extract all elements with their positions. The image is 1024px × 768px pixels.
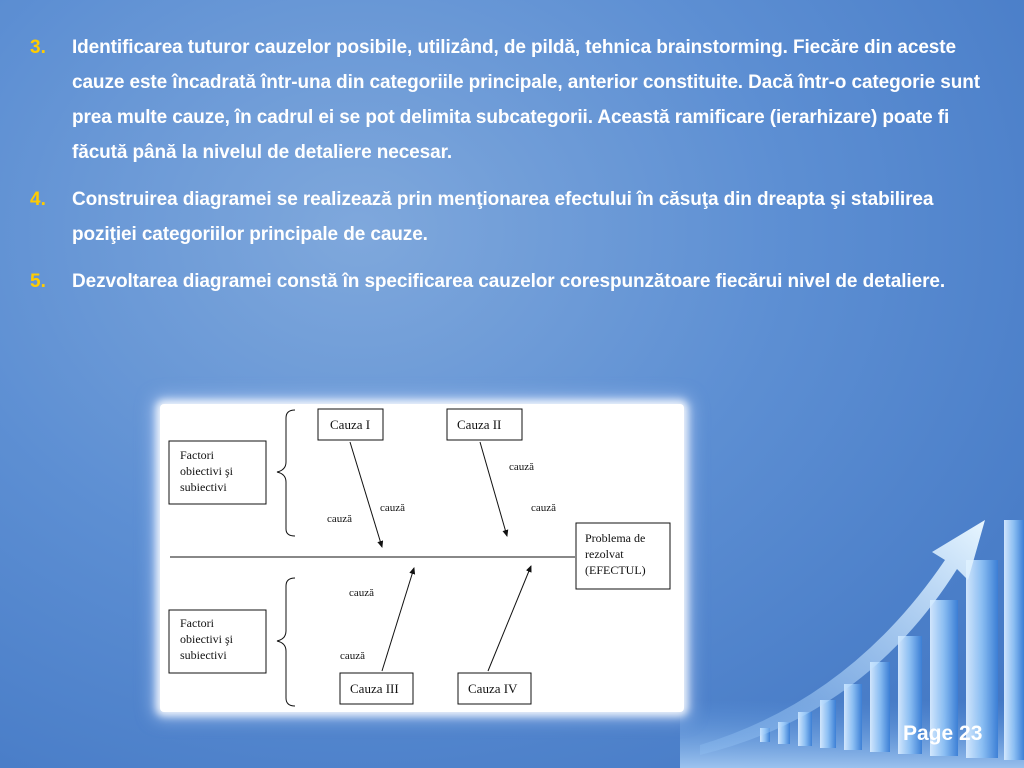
step-number: 3. (30, 37, 46, 58)
step-item-5 (30, 264, 1000, 299)
step-item-3 (30, 30, 1000, 170)
sub-cause-label-4: cauză (531, 502, 557, 514)
steps-list (30, 30, 1000, 311)
arrow-cause-3 (382, 568, 414, 671)
factors-bottom-line-2: obiectivi şi (180, 632, 233, 646)
brace-bottom (277, 578, 295, 706)
factors-bottom-line-1: Factori (180, 616, 214, 630)
arrow-cause-2 (480, 442, 507, 536)
sub-cause-label-5: cauză (349, 587, 375, 599)
arrow-cause-4 (488, 566, 531, 671)
step-item-4 (30, 182, 1000, 252)
cause-2-label: Cauza II (457, 417, 502, 432)
effect-line-2: rezolvat (585, 547, 624, 561)
factors-top-line-2: obiectivi şi (180, 464, 233, 478)
effect-line-1: Problema de (585, 531, 646, 545)
page-number: Page 23 (903, 722, 983, 745)
cause-3-label: Cauza III (350, 681, 399, 696)
factors-top-line-1: Factori (180, 448, 214, 462)
fishbone-diagram-card (160, 404, 684, 712)
step-number: 5. (30, 271, 46, 292)
cause-4-label: Cauza IV (468, 681, 518, 696)
sub-cause-label-6: cauză (340, 650, 366, 662)
cause-1-label: Cauza I (330, 417, 371, 432)
arrow-cause-1 (350, 442, 382, 547)
step-text: Dezvoltarea diagramei constă în specificarea cauzelor corespunzătoare fiecărui nivel de detaliere. (72, 271, 946, 292)
factors-top-line-3: subiectivi (180, 480, 227, 494)
effect-line-3: (EFECTUL) (585, 563, 646, 577)
step-number: 4. (30, 189, 46, 210)
sub-cause-label-2: cauză (327, 513, 353, 525)
factors-bottom-line-3: subiectivi (180, 648, 227, 662)
step-text: Construirea diagramei se realizează prin menţionarea efectului în căsuţa din dreapta şi stabilirea poziţiei categoriilor principale de cauze. (72, 189, 934, 245)
sub-cause-label-3: cauză (509, 461, 535, 473)
brace-top (277, 410, 295, 536)
step-text: Identificarea tuturor cauzelor posibile, utilizând, de pildă, tehnica brainstorming. Fiecăre din aceste cauze este încadrată într-una din categoriile principale, anterior constituite. Dacă într-o categorie sunt prea multe cauze, în cadrul ei se pot delimita subcategorii. Această ramificare (ierarhizare) poate fi făcută până la nivelul de detaliere necesar. (72, 37, 980, 163)
sub-cause-label-1: cauză (380, 502, 406, 514)
fishbone-diagram (160, 404, 684, 712)
